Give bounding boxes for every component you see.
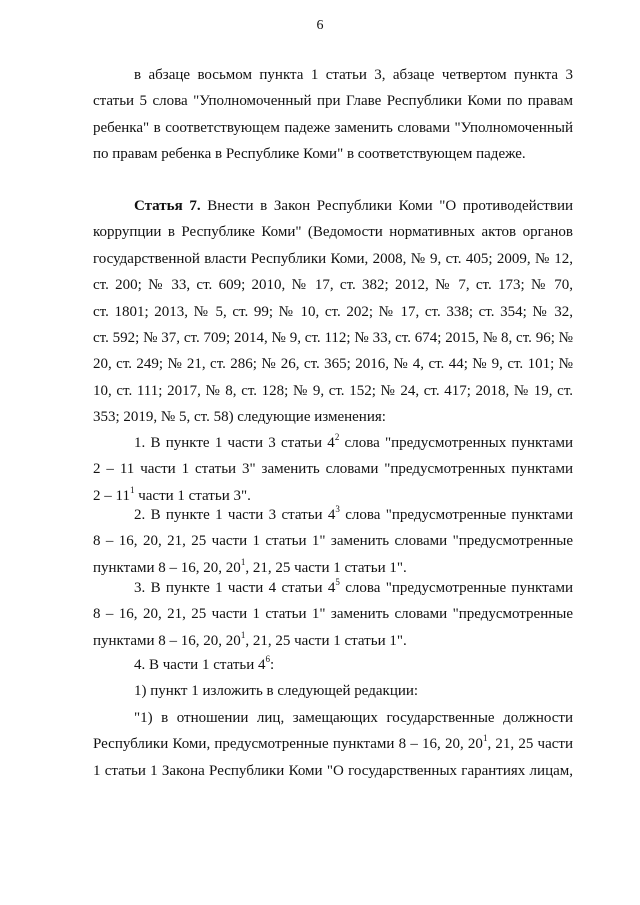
text-segment: слова "предусмотренные пунктами bbox=[339, 580, 573, 596]
quoted-provision bbox=[93, 705, 573, 784]
text-line bbox=[93, 430, 573, 456]
text-segment: 2 – 11 bbox=[93, 487, 130, 504]
superscript: 1 bbox=[240, 629, 246, 640]
item-1 bbox=[93, 430, 573, 509]
item-2 bbox=[93, 502, 573, 581]
superscript: 1 bbox=[129, 484, 135, 495]
text-segment: слова "предусмотренные пунктами bbox=[339, 507, 573, 523]
text-segment: 1. В пункте 1 части 3 статьи 4 bbox=[134, 435, 335, 451]
text-line bbox=[93, 502, 573, 528]
text-segment: пунктами 8 – 16, 20, 20 bbox=[93, 632, 241, 649]
text-line: ст. 1801; 2013, № 5, ст. 99; № 10, ст. 202; № 17, ст. 338; ст. 354; № 32, bbox=[93, 303, 573, 320]
superscript: 1 bbox=[240, 556, 246, 567]
text-line bbox=[93, 628, 573, 654]
text-segment: 2. В пункте 1 части 3 статьи 4 bbox=[134, 507, 336, 523]
text-segment: слова "предусмотренных пунктами bbox=[339, 435, 573, 451]
text-line: ст. 200; № 33, ст. 609; 2010, № 17, ст. 382; 2012, № 7, ст. 173; № 70, bbox=[93, 277, 573, 294]
text-segment: , 21, 25 части 1 статьи 1". bbox=[245, 632, 407, 649]
text-line: ребенка" в соответствующем падеже заменить словами "Уполномоченный bbox=[93, 119, 573, 136]
article-text: Внести в Закон Республики Коми "О противодействии bbox=[200, 198, 574, 214]
text-line bbox=[93, 575, 573, 601]
text-line: 2 – 11 части 1 статьи 3" заменить словами "предусмотренных пунктами bbox=[93, 461, 573, 478]
text-line: в абзаце восьмом пункта 1 статьи 3, абзаце четвертом пункта 3 bbox=[134, 67, 573, 83]
text-segment: , 21, 25 части 1 статьи 1". bbox=[245, 559, 407, 576]
text-line: 353; 2019, № 5, ст. 58) следующие изменения: bbox=[93, 409, 386, 426]
item-4 bbox=[93, 652, 573, 705]
text-line: государственной власти Республики Коми, 2008, № 9, ст. 405; 2009, № 12, bbox=[93, 250, 573, 267]
superscript: 2 bbox=[334, 432, 340, 442]
text-line: коррупции в Республике Коми" (Ведомости нормативных актов органов bbox=[93, 224, 573, 241]
text-segment: , 21, 25 части bbox=[487, 736, 573, 753]
text-line bbox=[93, 652, 573, 678]
superscript: 1 bbox=[482, 733, 488, 744]
text-segment: 4. В части 1 статьи 4 bbox=[134, 657, 266, 673]
text-line: 8 – 16, 20, 21, 25 части 1 статьи 1" заменить словами "предусмотренные bbox=[93, 533, 573, 550]
superscript: 3 bbox=[335, 504, 340, 514]
page-number: 6 bbox=[316, 18, 324, 33]
text-segment: пунктами 8 – 16, 20, 20 bbox=[93, 559, 241, 576]
text-line bbox=[93, 731, 573, 757]
superscript: 5 bbox=[335, 577, 340, 587]
article-label: Статья 7. bbox=[134, 198, 201, 214]
text-segment: 3. В пункте 1 части 4 статьи 4 bbox=[134, 580, 336, 596]
superscript: 6 bbox=[265, 654, 271, 664]
article-7 bbox=[93, 193, 573, 431]
text-line: 10, ст. 111; 2017, № 8, ст. 128; № 9, ст. 152; № 24, ст. 417; 2018, № 19, ст. bbox=[93, 382, 573, 399]
text-line: 20, ст. 249; № 21, ст. 286; № 26, ст. 365; 2016, № 4, ст. 44; № 9, ст. 101; № bbox=[93, 356, 573, 373]
text-line: 1) пункт 1 изложить в следующей редакции: bbox=[134, 683, 419, 700]
text-line: "1) в отношении лиц, замещающих государственные должности bbox=[134, 710, 573, 726]
text-line: 8 – 16, 20, 21, 25 части 1 статьи 1" заменить словами "предусмотренные bbox=[93, 606, 573, 623]
text-segment: : bbox=[270, 657, 275, 673]
text-line: по правам ребенка в Республике Коми" в соответствующем падеже. bbox=[93, 146, 526, 163]
text-line: 1 статьи 1 Закона Республики Коми "О государственных гарантиях лицам, bbox=[93, 762, 573, 779]
article-7-heading-line bbox=[93, 193, 573, 219]
paragraph-amendment bbox=[93, 62, 573, 168]
text-segment: Республики Коми, предусмотренные пунктами 8 – 16, 20, 20 bbox=[93, 736, 483, 753]
text-segment: части 1 статьи 3". bbox=[134, 487, 251, 504]
text-line: ст. 592; № 37, ст. 709; 2014, № 9, ст. 112; № 33, ст. 674; 2015, № 8, ст. 96; № bbox=[93, 330, 573, 347]
text-line: статьи 5 слова "Уполномоченный при Главе Республики Коми по правам bbox=[93, 93, 573, 110]
item-3 bbox=[93, 575, 573, 654]
